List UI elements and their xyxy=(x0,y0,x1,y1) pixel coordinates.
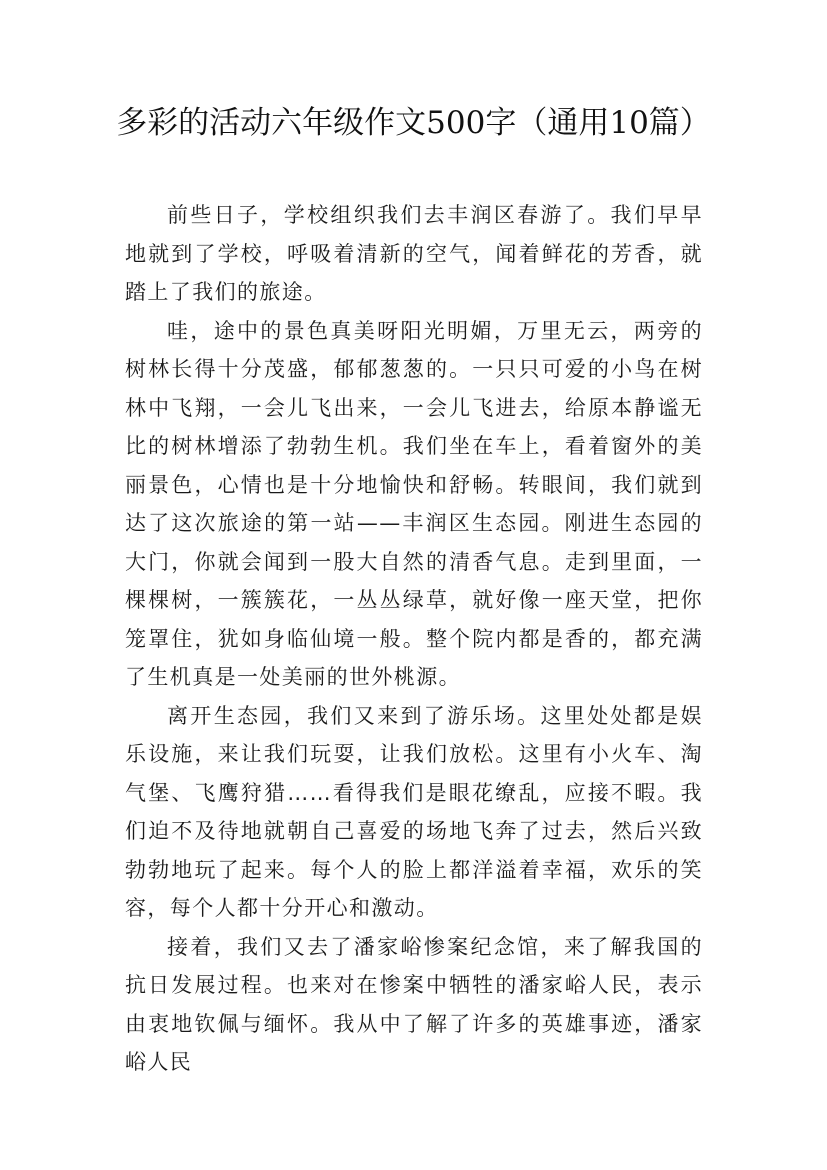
paragraph: 离开生态园，我们又来到了游乐场。这里处处都是娱乐设施，来让我们玩耍，让我们放松。这里有小火车、淘气堡、飞鹰狩猎……看得我们是眼花缭乱，应接不暇。我们迫不及待地就朝自己喜爱的场地飞奔了过去，然后兴致勃勃地玩了起来。每个人的脸上都洋溢着幸福，欢乐的笑容，每个人都十分开心和激动。 xyxy=(125,703,703,920)
document-body xyxy=(125,196,703,1082)
paragraph: 哇，途中的景色真美呀阳光明媚，万里无云，两旁的树林长得十分茂盛，郁郁葱葱的。一只只可爱的小鸟在树林中飞翔，一会儿飞出来，一会儿飞进去，给原本静谧无比的树林增添了勃勃生机。我们坐在车上，看着窗外的美丽景色，心情也是十分地愉快和舒畅。转眼间，我们就到达了这次旅途的第一站——丰润区生态园。刚进生态园的大门，你就会闻到一股大自然的清香气息。走到里面，一棵棵树，一簇簇花，一丛丛绿草，就好像一座天堂，把你笼罩住，犹如身临仙境一般。整个院内都是香的，都充满了生机真是一处美丽的世外桃源。 xyxy=(125,318,703,689)
paragraph: 前些日子，学校组织我们去丰润区春游了。我们早早地就到了学校，呼吸着清新的空气，闻着鲜花的芳香，就踏上了我们的旅途。 xyxy=(125,203,703,304)
paragraph: 接着，我们又去了潘家峪惨案纪念馆，来了解我国的抗日发展过程。也来对在惨案中牺牲的潘家峪人民，表示由衷地钦佩与缅怀。我从中了解了许多的英雄事迹，潘家峪人民 xyxy=(125,934,703,1074)
document-title: 多彩的活动六年级作文500字（通用10篇） xyxy=(116,105,711,141)
